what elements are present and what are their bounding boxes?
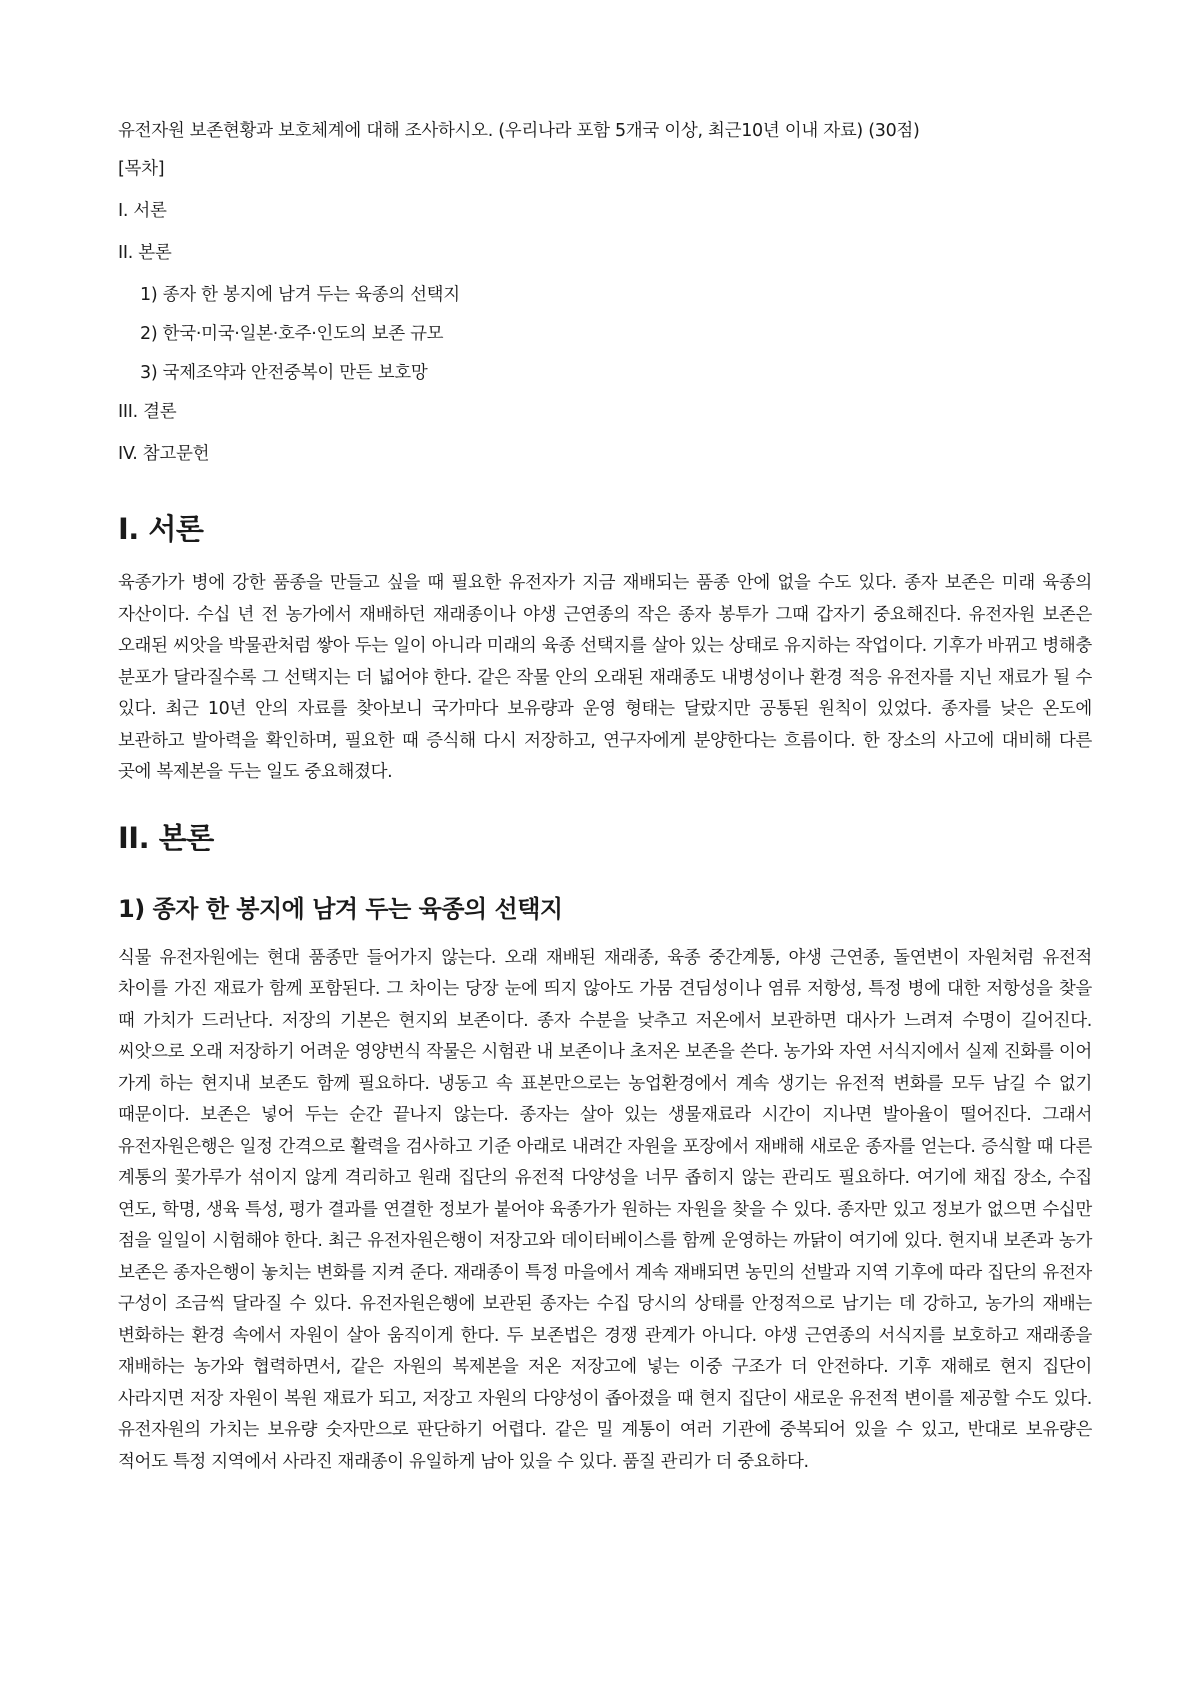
subsection-1-heading: 1) 종자 한 봉지에 남겨 두는 육종의 선택지: [118, 894, 563, 923]
toc-subitem-1: 1) 종자 한 봉지에 남겨 두는 육종의 선택지: [140, 285, 460, 305]
toc-subitem-3: 3) 국제조약과 안전중복이 만든 보호망: [140, 363, 428, 383]
subsection-1-paragraph: 식물 유전자원에는 현대 품종만 들어가지 않는다. 오래 재배된 재래종, 육종 중간계통, 야생 근연종, 돌연변이 자원처럼 유전적 차이를 가진 재료가 함께 포함된다. 그 차이는 당장 눈에 띄지 않아도 가뭄 견딤성이나 염류 저항성, 특정 병에 대한 저항성을 찾을 때 가치가 드러난다. 저장의 기본은 현지외 보존이다. 종자 수분을 낮추고 저온에서 보관하면 대사가 느려져 수명이 길어진다. 씨앗으로 오래 저장하기 어려운 영양번식 작물은 시험관 내 보존이나 초저온 보존을 쓴다. 농가와 자연 서식지에서 실제 진화를 이어 가게 하는 현지내 보존도 함께 필요하다. 냉동고 속 표본만으로는 농업환경에서 계속 생기는 유전적 변화를 모두 남길 수 없기 때문이다. 보존은 넣어 두는 순간 끝나지 않는다. 종자는 살아 있는 생물재료라 시간이 지나면 발아율이 떨어진다. 그래서 유전자원은행은 일정 간격으로 활력을 검사하고 기준 아래로 내려간 자원을 포장에서 재배해 새로운 종자를 얻는다. 증식할 때 다른 계통의 꽃가루가 섞이지 않게 격리하고 원래 집단의 유전적 다양성을 너무 좁히지 않는 관리도 필요하다. 여기에 채집 장소, 수집 연도, 학명, 생육 특성, 평가 결과를 연결한 정보가 붙어야 육종가가 원하는 자원을 찾을 수 있다. 종자만 있고 정보가 없으면 수십만 점을 일일이 시험해야 한다. 최근 유전자원은행이 저장고와 데이터베이스를 함께 운영하는 까닭이 여기에 있다. 현지내 보존과 농가 보존은 종자은행이 놓치는 변화를 지켜 준다. 재래종이 특정 마을에서 계속 재배되면 농민의 선발과 지역 기후에 따라 집단의 유전자 구성이 조금씩 달라질 수 있다. 유전자원은행에 보관된 종자는 수집 당시의 상태를 안정적으로 남기는 데 강하고, 농가의 재배는 변화하는 환경 속에서 자원이 살아 움직이게 한다. 두 보존법은 경쟁 관계가 아니다. 야생 근연종의 서식지를 보호하고 재래종을 재배하는 농가와 협력하면서, 같은 자원의 복제본을 저온 저장고에 넣는 이중 구조가 더 안전하다. 기후 재해로 현지 집단이 사라지면 저장 자원이 복원 재료가 되고, 저장고 자원의 다양성이 좁아졌을 때 현지 집단이 새로운 유전적 변이를 제공할 수도 있다. 유전자원의 가치는 보유량 숫자만으로 판단하기 어렵다. 같은 밀 계통이 여러 기관에 중복되어 있을 수 있고, 반대로 보유량은 적어도 특정 지역에서 사라진 재래종이 유일하게 남아 있을 수 있다. 품질 관리가 더 중요하다.: [118, 947, 1092, 1472]
assignment-prompt: 유전자원 보존현황과 보호체계에 대해 조사하시오. (우리나라 포함 5개국 이상, 최근10년 이내 자료) (30점): [118, 121, 920, 141]
toc-subitem-2: 2) 한국·미국·일본·호주·인도의 보존 규모: [140, 324, 444, 344]
table-of-contents: [118, 155, 1092, 468]
toc-item-references: IV. 참고문헌: [118, 444, 210, 464]
intro-heading: I. 서론: [118, 512, 204, 546]
toc-item-intro: I. 서론: [118, 201, 167, 221]
intro-paragraph: 육종가가 병에 강한 품종을 만들고 싶을 때 필요한 유전자가 지금 재배되는 품종 안에 없을 수도 있다. 종자 보존은 미래 육종의 자산이다. 수십 년 전 농가에서 재배하던 재래종이나 야생 근연종의 작은 종자 봉투가 그때 갑자기 중요해진다. 유전자원 보존은 오래된 씨앗을 박물관처럼 쌓아 두는 일이 아니라 미래의 육종 선택지를 살아 있는 상태로 유지하는 작업이다. 기후가 바뀌고 병해충 분포가 달라질수록 그 선택지는 더 넓어야 한다. 같은 작물 안의 오래된 재래종도 내병성이나 환경 적응 유전자를 지닌 재료가 될 수 있다. 최근 10년 안의 자료를 찾아보니 국가마다 보유량과 운영 형태는 달랐지만 공통된 원칙이 있었다. 종자를 낮은 온도에 보관하고 발아력을 확인하며, 필요한 때 증식해 다시 저장하고, 연구자에게 분양한다는 흐름이다. 한 장소의 사고에 대비해 다른 곳에 복제본을 두는 일도 중요해졌다.: [118, 573, 1092, 782]
toc-item-conclusion: III. 결론: [118, 402, 177, 422]
body-heading: II. 본론: [118, 820, 214, 855]
toc-item-body: II. 본론: [118, 243, 172, 263]
toc-heading: [목차]: [118, 159, 165, 179]
